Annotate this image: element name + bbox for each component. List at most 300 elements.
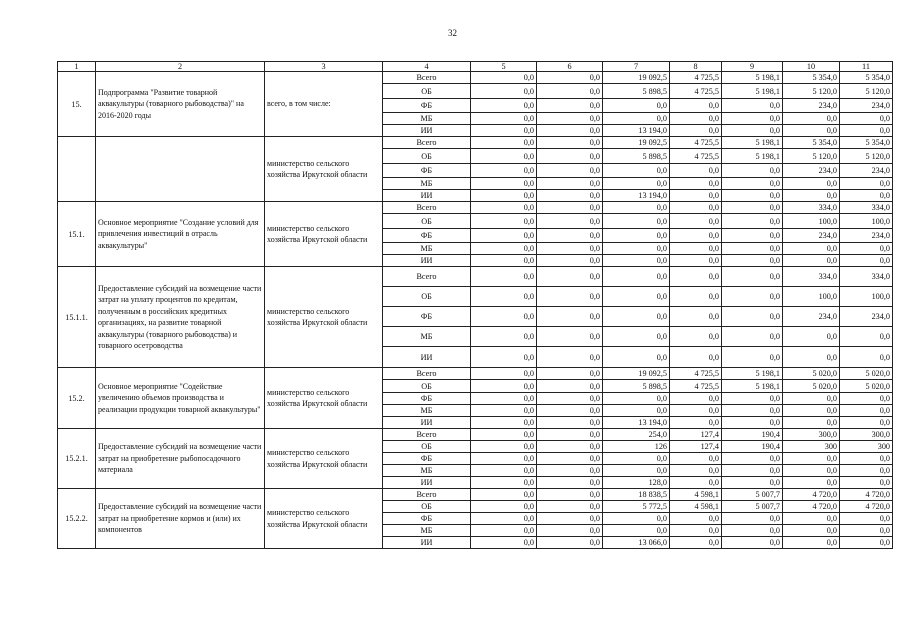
- table-row: [58, 72, 893, 84]
- funding-source: МБ: [383, 327, 471, 347]
- funding-source: ФБ: [383, 393, 471, 405]
- item-code: 15.2.: [58, 368, 96, 429]
- amount-cell: 0,0: [471, 229, 537, 243]
- amount-cell: 0,0: [471, 537, 537, 549]
- amount-cell: 0,0: [840, 190, 893, 202]
- amount-cell: 0,0: [537, 214, 603, 229]
- column-number: 5: [471, 62, 537, 72]
- funding-source: МБ: [383, 113, 471, 125]
- amount-cell: 0,0: [603, 513, 670, 525]
- amount-cell: 4 720,0: [840, 501, 893, 513]
- column-number-row: [58, 62, 893, 72]
- amount-cell: 0,0: [537, 243, 603, 255]
- funding-source: Всего: [383, 267, 471, 287]
- amount-cell: 0,0: [537, 501, 603, 513]
- amount-cell: 0,0: [537, 178, 603, 190]
- table-row: [58, 368, 893, 380]
- responsible-executor: всего, в том числе:: [265, 72, 383, 137]
- column-number: 10: [783, 62, 840, 72]
- item-code: 15.1.: [58, 202, 96, 267]
- amount-cell: 0,0: [670, 202, 722, 214]
- amount-cell: 0,0: [840, 243, 893, 255]
- amount-cell: 0,0: [537, 441, 603, 453]
- amount-cell: 5 120,0: [840, 84, 893, 99]
- amount-cell: 0,0: [722, 537, 783, 549]
- funding-source: ИИ: [383, 347, 471, 368]
- amount-cell: 100,0: [783, 214, 840, 229]
- amount-cell: 0,0: [603, 525, 670, 537]
- amount-cell: 0,0: [783, 537, 840, 549]
- amount-cell: 0,0: [670, 327, 722, 347]
- funding-source: Всего: [383, 72, 471, 84]
- amount-cell: 334,0: [840, 202, 893, 214]
- amount-cell: 5 020,0: [783, 380, 840, 393]
- amount-cell: 0,0: [471, 149, 537, 164]
- amount-cell: 0,0: [722, 202, 783, 214]
- item-name: Подпрограмма "Развитие товарной аквакультуры (товарного рыбоводства)" на 2016-2020 годы: [96, 72, 265, 137]
- amount-cell: 234,0: [840, 164, 893, 178]
- amount-cell: 0,0: [471, 417, 537, 429]
- column-number: 11: [840, 62, 893, 72]
- amount-cell: 0,0: [471, 84, 537, 99]
- funding-source: МБ: [383, 465, 471, 477]
- amount-cell: 0,0: [471, 243, 537, 255]
- amount-cell: 0,0: [537, 465, 603, 477]
- amount-cell: 334,0: [783, 202, 840, 214]
- amount-cell: 4 725,5: [670, 368, 722, 380]
- amount-cell: 4 725,5: [670, 149, 722, 164]
- amount-cell: 0,0: [471, 99, 537, 113]
- amount-cell: 300,0: [840, 429, 893, 441]
- amount-cell: 0,0: [840, 465, 893, 477]
- amount-cell: 0,0: [840, 405, 893, 417]
- amount-cell: 0,0: [783, 113, 840, 125]
- amount-cell: 0,0: [471, 307, 537, 327]
- amount-cell: 0,0: [783, 125, 840, 137]
- amount-cell: 5 198,1: [722, 149, 783, 164]
- page-number: 32: [448, 28, 457, 38]
- funding-source: Всего: [383, 202, 471, 214]
- amount-cell: 0,0: [471, 178, 537, 190]
- funding-source: Всего: [383, 137, 471, 149]
- amount-cell: 0,0: [537, 287, 603, 307]
- amount-cell: 0,0: [471, 113, 537, 125]
- amount-cell: 0,0: [783, 347, 840, 368]
- funding-source: Всего: [383, 368, 471, 380]
- amount-cell: 234,0: [783, 229, 840, 243]
- amount-cell: 0,0: [840, 393, 893, 405]
- amount-cell: 5 898,5: [603, 84, 670, 99]
- amount-cell: 300,0: [783, 429, 840, 441]
- funding-source: ОБ: [383, 214, 471, 229]
- column-number: 1: [58, 62, 96, 72]
- amount-cell: 0,0: [537, 137, 603, 149]
- funding-source: МБ: [383, 525, 471, 537]
- amount-cell: 0,0: [603, 405, 670, 417]
- amount-cell: 0,0: [471, 327, 537, 347]
- amount-cell: 5 354,0: [783, 72, 840, 84]
- table-row: [58, 489, 893, 501]
- amount-cell: 0,0: [670, 347, 722, 368]
- funding-source: ИИ: [383, 477, 471, 489]
- amount-cell: 0,0: [670, 113, 722, 125]
- amount-cell: 0,0: [783, 453, 840, 465]
- amount-cell: 0,0: [471, 190, 537, 202]
- amount-cell: 234,0: [783, 307, 840, 327]
- amount-cell: 5 354,0: [840, 72, 893, 84]
- amount-cell: 0,0: [603, 267, 670, 287]
- amount-cell: 0,0: [722, 525, 783, 537]
- amount-cell: 0,0: [537, 327, 603, 347]
- amount-cell: 0,0: [537, 164, 603, 178]
- amount-cell: 0,0: [471, 453, 537, 465]
- amount-cell: 0,0: [783, 405, 840, 417]
- column-number: 2: [96, 62, 265, 72]
- amount-cell: 0,0: [537, 368, 603, 380]
- item-name: Основное мероприятие "Создание условий для привлечения инвестиций в отрасль аквакультуры": [96, 202, 265, 267]
- amount-cell: 0,0: [722, 307, 783, 327]
- table-row: [58, 267, 893, 287]
- amount-cell: 0,0: [537, 513, 603, 525]
- budget-table: [57, 61, 893, 549]
- amount-cell: 234,0: [840, 307, 893, 327]
- amount-cell: 0,0: [603, 214, 670, 229]
- item-name: Основное мероприятие "Содействие увеличению объемов производства и реализации продукции товарной аквакультуры": [96, 368, 265, 429]
- funding-source: ФБ: [383, 99, 471, 113]
- amount-cell: 0,0: [670, 453, 722, 465]
- amount-cell: 0,0: [603, 255, 670, 267]
- amount-cell: 18 838,5: [603, 489, 670, 501]
- amount-cell: 0,0: [722, 164, 783, 178]
- column-number: 6: [537, 62, 603, 72]
- column-number: 8: [670, 62, 722, 72]
- amount-cell: 0,0: [840, 347, 893, 368]
- amount-cell: 0,0: [471, 405, 537, 417]
- amount-cell: 5 354,0: [783, 137, 840, 149]
- amount-cell: 0,0: [603, 178, 670, 190]
- amount-cell: 0,0: [840, 178, 893, 190]
- amount-cell: 234,0: [840, 99, 893, 113]
- table-row: [58, 202, 893, 214]
- amount-cell: 0,0: [471, 137, 537, 149]
- item-name: Предоставление субсидий на возмещение части затрат на приобретение кормов и (или) их компонентов: [96, 489, 265, 549]
- amount-cell: 5 020,0: [783, 368, 840, 380]
- item-code: 15.: [58, 72, 96, 137]
- amount-cell: 0,0: [670, 125, 722, 137]
- amount-cell: 0,0: [471, 429, 537, 441]
- amount-cell: 0,0: [537, 429, 603, 441]
- amount-cell: 0,0: [670, 465, 722, 477]
- amount-cell: 4 720,0: [783, 501, 840, 513]
- item-code: 15.2.2.: [58, 489, 96, 549]
- amount-cell: 5 772,5: [603, 501, 670, 513]
- amount-cell: 0,0: [840, 327, 893, 347]
- amount-cell: 0,0: [537, 190, 603, 202]
- amount-cell: 0,0: [537, 202, 603, 214]
- amount-cell: 0,0: [603, 307, 670, 327]
- amount-cell: 0,0: [471, 477, 537, 489]
- funding-source: ИИ: [383, 417, 471, 429]
- amount-cell: 5 007,7: [722, 489, 783, 501]
- amount-cell: 0,0: [603, 347, 670, 368]
- amount-cell: 5 120,0: [840, 149, 893, 164]
- amount-cell: 0,0: [783, 393, 840, 405]
- responsible-executor: министерство сельского хозяйства Иркутской области: [265, 202, 383, 267]
- table-row: [58, 429, 893, 441]
- item-name: Предоставление субсидий на возмещение части затрат на уплату процентов по кредитам, полученным в российских кредитных организациях, на развитие товарной аквакультуры (товарного рыбоводства) и товарного осетроводства: [96, 267, 265, 368]
- amount-cell: 4 598,1: [670, 501, 722, 513]
- amount-cell: 0,0: [603, 327, 670, 347]
- funding-source: ИИ: [383, 125, 471, 137]
- funding-source: ИИ: [383, 190, 471, 202]
- amount-cell: 0,0: [471, 164, 537, 178]
- funding-source: МБ: [383, 178, 471, 190]
- amount-cell: 0,0: [471, 202, 537, 214]
- amount-cell: 0,0: [840, 417, 893, 429]
- amount-cell: 0,0: [603, 202, 670, 214]
- amount-cell: 0,0: [722, 229, 783, 243]
- amount-cell: 0,0: [722, 477, 783, 489]
- amount-cell: 0,0: [471, 267, 537, 287]
- amount-cell: 0,0: [471, 380, 537, 393]
- amount-cell: 0,0: [722, 214, 783, 229]
- amount-cell: 0,0: [537, 255, 603, 267]
- amount-cell: 0,0: [722, 513, 783, 525]
- amount-cell: 0,0: [722, 393, 783, 405]
- amount-cell: 0,0: [840, 453, 893, 465]
- amount-cell: 0,0: [603, 229, 670, 243]
- funding-source: ФБ: [383, 307, 471, 327]
- amount-cell: 0,0: [537, 489, 603, 501]
- amount-cell: 0,0: [471, 489, 537, 501]
- amount-cell: 0,0: [670, 214, 722, 229]
- amount-cell: 0,0: [783, 243, 840, 255]
- amount-cell: 0,0: [840, 537, 893, 549]
- amount-cell: 0,0: [471, 441, 537, 453]
- amount-cell: 0,0: [722, 99, 783, 113]
- amount-cell: 5 020,0: [840, 368, 893, 380]
- item-code: 15.1.1.: [58, 267, 96, 368]
- amount-cell: 0,0: [471, 125, 537, 137]
- amount-cell: 5 198,1: [722, 84, 783, 99]
- amount-cell: 19 092,5: [603, 137, 670, 149]
- amount-cell: 234,0: [783, 99, 840, 113]
- amount-cell: 0,0: [537, 525, 603, 537]
- item-code: 15.2.1.: [58, 429, 96, 489]
- amount-cell: 0,0: [670, 267, 722, 287]
- funding-source: ОБ: [383, 380, 471, 393]
- amount-cell: 0,0: [537, 229, 603, 243]
- amount-cell: 0,0: [840, 113, 893, 125]
- amount-cell: 0,0: [471, 501, 537, 513]
- amount-cell: 0,0: [722, 190, 783, 202]
- funding-source: ОБ: [383, 501, 471, 513]
- amount-cell: 13 194,0: [603, 190, 670, 202]
- amount-cell: 0,0: [722, 347, 783, 368]
- funding-source: ОБ: [383, 287, 471, 307]
- amount-cell: 0,0: [670, 405, 722, 417]
- amount-cell: 19 092,5: [603, 72, 670, 84]
- column-number: 4: [383, 62, 471, 72]
- amount-cell: 0,0: [537, 149, 603, 164]
- amount-cell: 300: [840, 441, 893, 453]
- amount-cell: 0,0: [840, 477, 893, 489]
- amount-cell: 0,0: [471, 513, 537, 525]
- funding-source: ОБ: [383, 441, 471, 453]
- amount-cell: 0,0: [537, 99, 603, 113]
- amount-cell: 5 198,1: [722, 368, 783, 380]
- amount-cell: 0,0: [783, 525, 840, 537]
- amount-cell: 0,0: [670, 229, 722, 243]
- amount-cell: 0,0: [670, 393, 722, 405]
- amount-cell: 254,0: [603, 429, 670, 441]
- amount-cell: 0,0: [670, 417, 722, 429]
- amount-cell: 0,0: [537, 417, 603, 429]
- amount-cell: 127,4: [670, 441, 722, 453]
- amount-cell: 190,4: [722, 429, 783, 441]
- amount-cell: 13 194,0: [603, 417, 670, 429]
- amount-cell: 0,0: [670, 178, 722, 190]
- amount-cell: 5 020,0: [840, 380, 893, 393]
- column-number: 3: [265, 62, 383, 72]
- amount-cell: 0,0: [783, 513, 840, 525]
- amount-cell: 0,0: [603, 287, 670, 307]
- amount-cell: 0,0: [471, 465, 537, 477]
- amount-cell: 0,0: [670, 99, 722, 113]
- amount-cell: 19 092,5: [603, 368, 670, 380]
- item-code: [58, 137, 96, 202]
- amount-cell: 100,0: [783, 287, 840, 307]
- funding-source: МБ: [383, 405, 471, 417]
- amount-cell: 0,0: [471, 287, 537, 307]
- amount-cell: 0,0: [722, 113, 783, 125]
- funding-source: ФБ: [383, 229, 471, 243]
- amount-cell: 0,0: [471, 72, 537, 84]
- amount-cell: 128,0: [603, 477, 670, 489]
- responsible-executor: министерство сельского хозяйства Иркутской области: [265, 137, 383, 202]
- amount-cell: 0,0: [840, 525, 893, 537]
- amount-cell: 0,0: [537, 347, 603, 368]
- amount-cell: 0,0: [537, 477, 603, 489]
- amount-cell: 0,0: [471, 255, 537, 267]
- amount-cell: 0,0: [537, 72, 603, 84]
- amount-cell: 0,0: [670, 287, 722, 307]
- funding-source: МБ: [383, 243, 471, 255]
- amount-cell: 0,0: [670, 307, 722, 327]
- amount-cell: 234,0: [840, 229, 893, 243]
- amount-cell: 0,0: [670, 525, 722, 537]
- amount-cell: 0,0: [670, 255, 722, 267]
- responsible-executor: министерство сельского хозяйства Иркутской области: [265, 489, 383, 549]
- amount-cell: 0,0: [722, 125, 783, 137]
- amount-cell: 0,0: [840, 255, 893, 267]
- amount-cell: 0,0: [670, 477, 722, 489]
- amount-cell: 0,0: [783, 178, 840, 190]
- amount-cell: 0,0: [722, 267, 783, 287]
- amount-cell: 0,0: [537, 125, 603, 137]
- item-name: [96, 137, 265, 202]
- amount-cell: 0,0: [537, 267, 603, 287]
- amount-cell: 0,0: [471, 368, 537, 380]
- amount-cell: 5 898,5: [603, 380, 670, 393]
- amount-cell: 0,0: [670, 513, 722, 525]
- responsible-executor: министерство сельского хозяйства Иркутской области: [265, 267, 383, 368]
- amount-cell: 0,0: [537, 405, 603, 417]
- amount-cell: 190,4: [722, 441, 783, 453]
- amount-cell: 0,0: [471, 347, 537, 368]
- amount-cell: 0,0: [840, 513, 893, 525]
- amount-cell: 0,0: [722, 255, 783, 267]
- amount-cell: 100,0: [840, 214, 893, 229]
- amount-cell: 0,0: [603, 465, 670, 477]
- amount-cell: 0,0: [670, 243, 722, 255]
- amount-cell: 5 120,0: [783, 149, 840, 164]
- amount-cell: 127,4: [670, 429, 722, 441]
- amount-cell: 0,0: [840, 125, 893, 137]
- funding-source: ФБ: [383, 453, 471, 465]
- funding-source: ФБ: [383, 513, 471, 525]
- amount-cell: 0,0: [783, 465, 840, 477]
- amount-cell: 126: [603, 441, 670, 453]
- responsible-executor: министерство сельского хозяйства Иркутской области: [265, 368, 383, 429]
- amount-cell: 0,0: [537, 537, 603, 549]
- amount-cell: 0,0: [603, 113, 670, 125]
- amount-cell: 0,0: [722, 465, 783, 477]
- amount-cell: 0,0: [670, 190, 722, 202]
- amount-cell: 4 725,5: [670, 72, 722, 84]
- amount-cell: 0,0: [537, 380, 603, 393]
- amount-cell: 13 066,0: [603, 537, 670, 549]
- funding-source: ОБ: [383, 84, 471, 99]
- funding-source: Всего: [383, 489, 471, 501]
- amount-cell: 13 194,0: [603, 125, 670, 137]
- table-row: [58, 137, 893, 149]
- amount-cell: 0,0: [603, 99, 670, 113]
- amount-cell: 0,0: [783, 255, 840, 267]
- amount-cell: 5 198,1: [722, 380, 783, 393]
- amount-cell: 0,0: [670, 164, 722, 178]
- amount-cell: 0,0: [603, 393, 670, 405]
- column-number: 9: [722, 62, 783, 72]
- amount-cell: 5 198,1: [722, 137, 783, 149]
- funding-source: ИИ: [383, 537, 471, 549]
- funding-source: Всего: [383, 429, 471, 441]
- amount-cell: 4 725,5: [670, 380, 722, 393]
- amount-cell: 300: [783, 441, 840, 453]
- amount-cell: 0,0: [783, 190, 840, 202]
- amount-cell: 0,0: [537, 393, 603, 405]
- amount-cell: 5 120,0: [783, 84, 840, 99]
- amount-cell: 4 720,0: [840, 489, 893, 501]
- amount-cell: 0,0: [537, 453, 603, 465]
- amount-cell: 0,0: [670, 537, 722, 549]
- amount-cell: 5 354,0: [840, 137, 893, 149]
- column-number: 7: [603, 62, 670, 72]
- amount-cell: 5 007,7: [722, 501, 783, 513]
- amount-cell: 0,0: [722, 327, 783, 347]
- amount-cell: 5 898,5: [603, 149, 670, 164]
- funding-source: ИИ: [383, 255, 471, 267]
- amount-cell: 0,0: [722, 405, 783, 417]
- amount-cell: 0,0: [722, 178, 783, 190]
- amount-cell: 0,0: [537, 113, 603, 125]
- amount-cell: 0,0: [783, 327, 840, 347]
- funding-source: ФБ: [383, 164, 471, 178]
- amount-cell: 100,0: [840, 287, 893, 307]
- amount-cell: 4 725,5: [670, 84, 722, 99]
- responsible-executor: министерство сельского хозяйства Иркутской области: [265, 429, 383, 489]
- amount-cell: 0,0: [471, 525, 537, 537]
